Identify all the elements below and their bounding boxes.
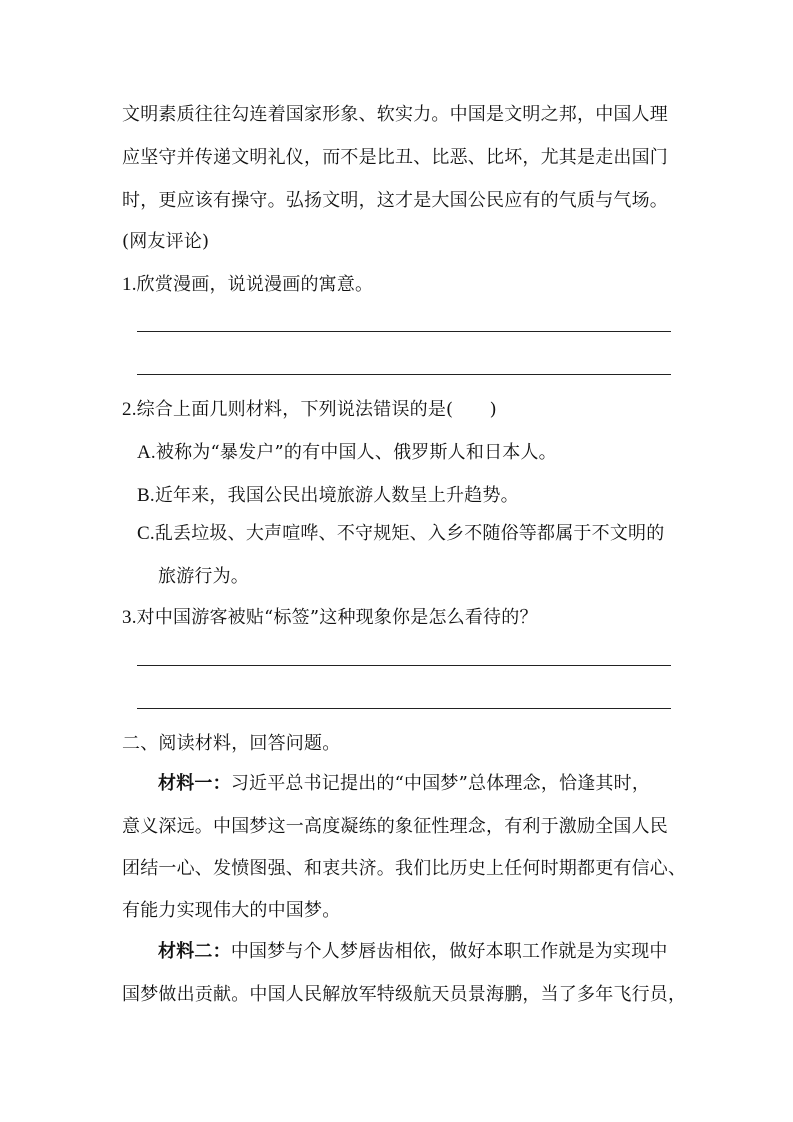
- option-a-text: 被称为“暴发户”的有中国人、俄罗斯人和日本人。: [155, 442, 557, 463]
- material-1-line-1: [158, 772, 718, 796]
- answer-line-q1-2[interactable]: [137, 374, 671, 375]
- question-3: [122, 606, 682, 630]
- section-2-heading: 二、阅读材料，回答问题。: [122, 733, 341, 754]
- material-1-text-1: 习近平总书记提出的“中国梦”总体理念，恰逢其时，: [230, 773, 651, 794]
- option-c[interactable]: [137, 522, 697, 546]
- option-b[interactable]: [137, 484, 697, 508]
- option-c-label: C.: [137, 523, 155, 544]
- material-2-label: 材料二：: [158, 941, 231, 962]
- intro-line-2: 应坚守并传递文明礼仪，而不是比丑、比恶、比坏，尤其是走出国门: [122, 147, 668, 168]
- question-2-number: 2.: [122, 399, 137, 420]
- intro-line-3: 时，更应该有操守。弘扬文明，这才是大国公民应有的气质与气场。: [122, 190, 668, 211]
- answer-line-q1-1[interactable]: [137, 331, 671, 332]
- option-c-text: 乱丢垃圾、大声喧哗、不守规矩、入乡不随俗等都属于不文明的: [154, 523, 665, 544]
- question-1-text: 欣赏漫画，说说漫画的寓意。: [136, 274, 374, 295]
- material-2-text-1: 中国梦与个人梦唇齿相依，做好本职工作就是为实现中: [230, 941, 668, 962]
- intro-line-1: 文明素质往往勾连着国家形象、软实力。中国是文明之邦，中国人理: [122, 104, 668, 125]
- question-2: [122, 398, 682, 422]
- answer-line-q3-2[interactable]: [137, 708, 671, 709]
- material-1-line-2: 意义深远。中国梦这一高度凝练的象征性理念，有利于激励全国人民: [122, 816, 668, 837]
- option-a-label: A.: [137, 442, 156, 463]
- option-b-label: B.: [137, 485, 155, 506]
- question-3-number: 3.: [122, 607, 137, 628]
- question-3-text: 对中国游客被贴“标签”这种现象你是怎么看待的？: [136, 607, 538, 628]
- material-2-line-1: [158, 940, 718, 964]
- answer-line-q3-1[interactable]: [137, 665, 671, 666]
- option-b-text: 近年来，我国公民出境旅游人数呈上升趋势。: [154, 485, 519, 506]
- intro-source: (网友评论): [122, 231, 210, 252]
- question-2-text: 综合上面几则材料，下列说法错误的是( ): [136, 399, 497, 420]
- material-1-line-4: 有能力实现伟大的中国梦。: [122, 900, 341, 921]
- option-a[interactable]: [137, 441, 697, 465]
- question-1-number: 1.: [122, 274, 137, 295]
- question-1: [122, 273, 682, 297]
- material-1-label: 材料一：: [158, 773, 231, 794]
- material-2-line-2: 国梦做出贡献。中国人民解放军特级航天员景海鹏，当了多年飞行员，: [122, 984, 687, 1005]
- option-c-continued: 旅游行为。: [158, 566, 249, 587]
- material-1-line-3: 团结一心、发愤图强、和衷共济。我们比历史上任何时期都更有信心、: [122, 858, 687, 879]
